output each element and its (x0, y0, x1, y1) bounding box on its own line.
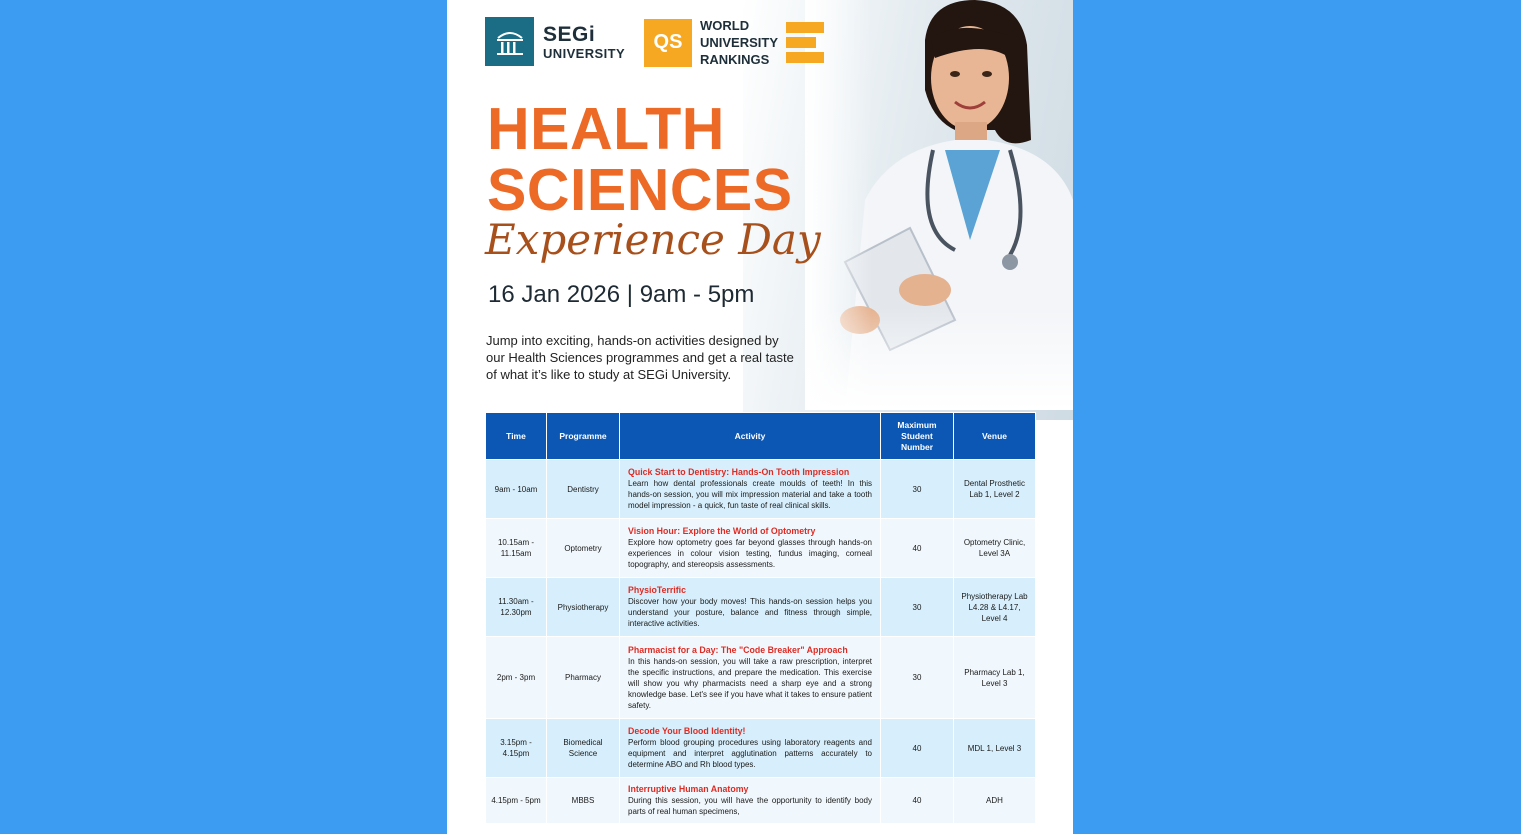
activity-description: Discover how your body moves! This hands-on session helps you understand your posture, balance and fitness through simple, interactive activities. (628, 597, 872, 628)
cell-venue: Pharmacy Lab 1, Level 3 (954, 637, 1036, 719)
cell-max: 30 (881, 578, 954, 637)
table-row (486, 519, 1036, 578)
event-poster (447, 0, 1073, 834)
activity-description: In this hands-on session, you will take a raw prescription, interpret the specific instructions, and prepare the medication. This exercise will show you why pharmacists need a sharp eye and a strong knowledge base. Let's see if you have what it takes to ensure patient safety. (628, 656, 872, 710)
cell-venue: Optometry Clinic, Level 3A (954, 519, 1036, 578)
cell-activity (620, 637, 881, 719)
header-programme: Programme (547, 413, 620, 460)
activity-title: Decode Your Blood Identity! (628, 726, 746, 736)
table-row (486, 778, 1036, 824)
cell-venue: Physiotherapy Lab L4.28 & L4.17, Level 4 (954, 578, 1036, 637)
qs-mark: QS (644, 19, 692, 67)
cell-activity (620, 778, 881, 824)
segi-emblem-icon (485, 17, 534, 66)
cell-time: 10.15am - 11.15am (486, 519, 547, 578)
cell-time: 4.15pm - 5pm (486, 778, 547, 824)
segi-subtitle: UNIVERSITY (543, 45, 626, 61)
cell-activity (620, 460, 881, 519)
cell-programme: Pharmacy (547, 637, 620, 719)
table-row (486, 719, 1036, 778)
activity-description: Explore how optometry goes far beyond glasses through hands-on experiences in colour vision testing, fundus imaging, corneal topography, and stereopsis assessments. (628, 538, 872, 569)
activity-description: Learn how dental professionals create moulds of teeth! In this hands-on session, you will mix impression material and take a tooth model impression - a quick, fun taste of real clinical skills. (628, 479, 872, 510)
cell-activity (620, 719, 881, 778)
event-date-time: 16 Jan 2026 | 9am - 5pm (488, 281, 755, 308)
cell-max: 30 (881, 460, 954, 519)
cell-venue: MDL 1, Level 3 (954, 719, 1036, 778)
cell-max: 40 (881, 719, 954, 778)
cell-venue: Dental Prosthetic Lab 1, Level 2 (954, 460, 1036, 519)
cell-programme: Dentistry (547, 460, 620, 519)
activity-title: Quick Start to Dentistry: Hands-On Tooth Impression (628, 467, 850, 477)
title-sciences: SCIENCES (487, 157, 793, 223)
qs-line-3: RANKINGS (700, 52, 770, 67)
cell-programme: MBBS (547, 778, 620, 824)
segi-name: SEGi (543, 22, 596, 46)
doctor-photo-illustration (805, 0, 1073, 410)
header-venue: Venue (954, 413, 1036, 460)
table-header-row (486, 413, 1036, 460)
cell-venue: ADH (954, 778, 1036, 824)
activity-title: Pharmacist for a Day: The "Code Breaker" Approach (628, 644, 848, 655)
header-max-students: Maximum Student Number (881, 413, 954, 460)
cell-time: 9am - 10am (486, 460, 547, 519)
activity-title: PhysioTerrific (628, 585, 687, 595)
schedule-table (485, 412, 1036, 824)
qs-bars-icon (786, 22, 824, 63)
activity-title: Vision Hour: Explore the World of Optometry (628, 526, 816, 536)
cell-max: 40 (881, 519, 954, 578)
cell-time: 11.30am - 12.30pm (486, 578, 547, 637)
cell-time: 2pm - 3pm (486, 637, 547, 719)
segi-logo (485, 17, 625, 66)
cell-max: 40 (881, 778, 954, 824)
activity-title: Interruptive Human Anatomy (628, 784, 749, 794)
qs-line-1: WORLD (700, 18, 750, 33)
title-experience-day: Experience Day (485, 215, 821, 264)
cell-programme: Optometry (547, 519, 620, 578)
header-time: Time (486, 413, 547, 460)
cell-programme: Physiotherapy (547, 578, 620, 637)
activity-description: During this session, you will have the opportunity to identify body parts of real human specimens, (628, 796, 872, 816)
table-row (486, 460, 1036, 519)
title-health: HEALTH (487, 96, 725, 162)
cell-programme: Biomedical Science (547, 719, 620, 778)
qs-line-2: UNIVERSITY (700, 35, 779, 50)
qs-rankings-logo (644, 17, 824, 68)
cell-activity (620, 519, 881, 578)
header-activity: Activity (620, 413, 881, 460)
table-row (486, 578, 1036, 637)
cell-max: 30 (881, 637, 954, 719)
activity-description: Perform blood grouping procedures using laboratory reagents and equipment and interpret agglutination patterns accurately to determine ABO and Rh blood types. (628, 738, 872, 769)
cell-activity (620, 578, 881, 637)
table-row (486, 637, 1036, 719)
intro-text: Jump into exciting, hands-on activities designed by our Health Sciences programmes and get a real taste of what it’s like to study at SEGi University. (486, 333, 794, 382)
cell-time: 3.15pm - 4.15pm (486, 719, 547, 778)
